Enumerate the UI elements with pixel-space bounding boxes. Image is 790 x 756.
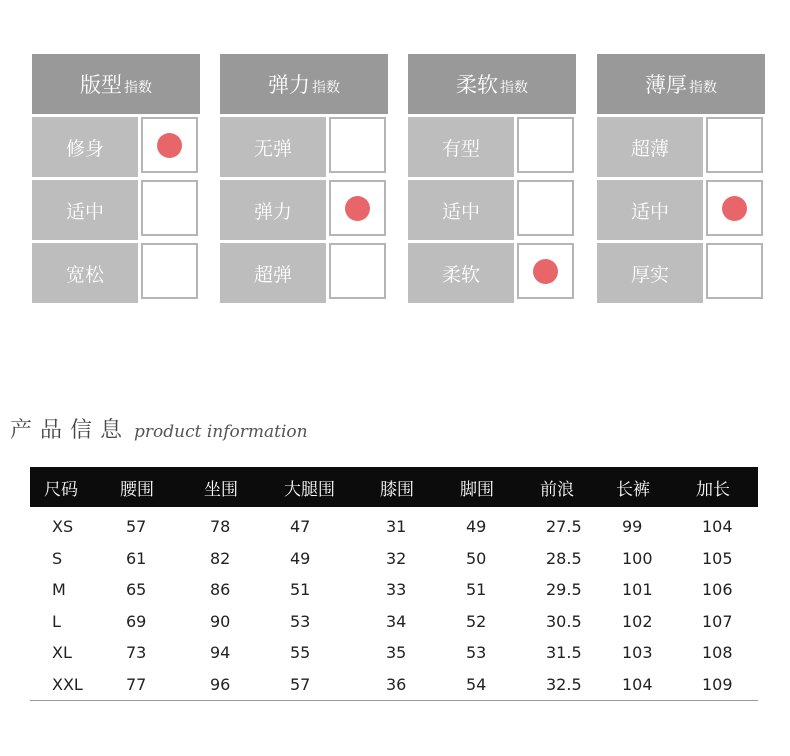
table-cell: 51 — [290, 580, 311, 600]
table-cell: 57 — [290, 674, 311, 694]
index-box — [329, 243, 386, 299]
index-box — [517, 180, 574, 236]
table-row — [30, 637, 758, 669]
index-subtitle: 指数 — [500, 80, 528, 96]
table-cell: 103 — [622, 643, 653, 663]
table-cell: 54 — [466, 674, 487, 694]
index-box — [706, 180, 763, 236]
table-cell: 33 — [386, 580, 407, 600]
index-row — [32, 243, 200, 303]
table-header-cell: 尺码 — [44, 479, 78, 500]
table-cell: 50 — [466, 548, 487, 568]
index-box — [706, 117, 763, 173]
index-label: 适中 — [32, 180, 138, 240]
index-label: 修身 — [32, 117, 138, 177]
table-cell: 90 — [210, 611, 231, 631]
table-row — [30, 574, 758, 606]
bottom-divider — [30, 700, 758, 701]
index-row — [597, 243, 765, 303]
table-header-cell: 大腿围 — [284, 479, 335, 500]
index-box — [517, 243, 574, 299]
index-row — [597, 180, 765, 240]
index-header — [408, 54, 576, 114]
table-cell: 69 — [126, 611, 147, 631]
index-header — [220, 54, 388, 114]
index-title: 柔软 — [456, 73, 498, 97]
index-row — [408, 180, 576, 240]
index-label: 厚实 — [597, 243, 703, 303]
index-label: 适中 — [597, 180, 703, 240]
table-cell: 32 — [386, 548, 407, 568]
table-cell: 47 — [290, 517, 311, 537]
table-header-cell: 长裤 — [616, 479, 650, 500]
index-label: 适中 — [408, 180, 514, 240]
index-box — [706, 243, 763, 299]
table-cell: 101 — [622, 580, 653, 600]
table-cell: 100 — [622, 548, 653, 568]
table-cell: 61 — [126, 548, 147, 568]
index-label: 无弹 — [220, 117, 326, 177]
index-elasticity — [220, 54, 388, 303]
table-cell: 49 — [466, 517, 487, 537]
index-header — [32, 54, 200, 114]
table-cell: 30.5 — [546, 611, 582, 631]
index-row — [32, 180, 200, 240]
table-cell: 99 — [622, 517, 643, 537]
index-box — [517, 117, 574, 173]
product-info-title-en: product information — [134, 422, 308, 442]
index-box — [329, 180, 386, 236]
index-label: 超弹 — [220, 243, 326, 303]
table-cell: 104 — [622, 674, 653, 694]
index-label: 超薄 — [597, 117, 703, 177]
index-subtitle: 指数 — [124, 80, 152, 96]
table-cell: 65 — [126, 580, 147, 600]
table-cell: 107 — [702, 611, 733, 631]
table-row — [30, 543, 758, 575]
table-cell: 105 — [702, 548, 733, 568]
index-title: 弹力 — [268, 73, 310, 97]
index-row — [408, 243, 576, 303]
index-label: 宽松 — [32, 243, 138, 303]
table-cell: L — [52, 611, 61, 631]
table-cell: 31 — [386, 517, 407, 537]
table-cell: 57 — [126, 517, 147, 537]
table-cell: 53 — [290, 611, 311, 631]
table-cell: S — [52, 548, 63, 568]
table-cell: 104 — [702, 517, 733, 537]
selected-dot-icon — [533, 259, 558, 284]
index-label: 有型 — [408, 117, 514, 177]
table-cell: XS — [52, 517, 74, 537]
selected-dot-icon — [722, 196, 747, 221]
table-header-cell: 腰围 — [120, 479, 154, 500]
index-row — [220, 180, 388, 240]
index-row — [32, 117, 200, 177]
product-info-title — [10, 413, 308, 444]
table-cell: 28.5 — [546, 548, 582, 568]
table-header-cell: 前浪 — [540, 479, 574, 500]
table-cell: 36 — [386, 674, 407, 694]
size-table — [30, 467, 758, 700]
index-subtitle: 指数 — [312, 80, 340, 96]
product-info-title-cn: 产品信息 — [10, 418, 131, 443]
index-title: 版型 — [80, 73, 122, 97]
table-cell: M — [52, 580, 66, 600]
table-row — [30, 606, 758, 638]
table-cell: 106 — [702, 580, 733, 600]
index-row — [408, 117, 576, 177]
table-header-row — [30, 467, 758, 507]
table-cell: 86 — [210, 580, 231, 600]
table-row — [30, 511, 758, 543]
table-cell: 77 — [126, 674, 147, 694]
table-header-cell: 脚围 — [460, 479, 494, 500]
table-cell: 52 — [466, 611, 487, 631]
selected-dot-icon — [157, 133, 182, 158]
table-cell: 55 — [290, 643, 311, 663]
table-cell: 27.5 — [546, 517, 582, 537]
index-box — [329, 117, 386, 173]
selected-dot-icon — [345, 196, 370, 221]
table-cell: 109 — [702, 674, 733, 694]
table-cell: 96 — [210, 674, 231, 694]
index-thickness — [597, 54, 765, 303]
table-cell: 49 — [290, 548, 311, 568]
index-row — [220, 243, 388, 303]
index-box — [141, 180, 198, 236]
table-header-cell: 坐围 — [204, 479, 238, 500]
index-header — [597, 54, 765, 114]
index-row — [597, 117, 765, 177]
table-cell: 31.5 — [546, 643, 582, 663]
table-cell: XXL — [52, 674, 83, 694]
index-label: 弹力 — [220, 180, 326, 240]
index-title: 薄厚 — [645, 73, 687, 97]
table-cell: 51 — [466, 580, 487, 600]
table-cell: 53 — [466, 643, 487, 663]
table-header-cell: 膝围 — [380, 479, 414, 500]
table-cell: 94 — [210, 643, 231, 663]
index-softness — [408, 54, 576, 303]
table-cell: 108 — [702, 643, 733, 663]
table-cell: 32.5 — [546, 674, 582, 694]
index-row — [220, 117, 388, 177]
table-cell: 34 — [386, 611, 407, 631]
table-cell: 35 — [386, 643, 407, 663]
table-cell: 82 — [210, 548, 231, 568]
index-label: 柔软 — [408, 243, 514, 303]
table-cell: 29.5 — [546, 580, 582, 600]
index-box — [141, 117, 198, 173]
table-cell: 73 — [126, 643, 147, 663]
table-row — [30, 669, 758, 701]
table-header-cell: 加长 — [696, 479, 730, 500]
table-cell: 102 — [622, 611, 653, 631]
table-cell: XL — [52, 643, 72, 663]
index-subtitle: 指数 — [689, 80, 717, 96]
index-box — [141, 243, 198, 299]
table-cell: 78 — [210, 517, 231, 537]
index-fit — [32, 54, 200, 303]
